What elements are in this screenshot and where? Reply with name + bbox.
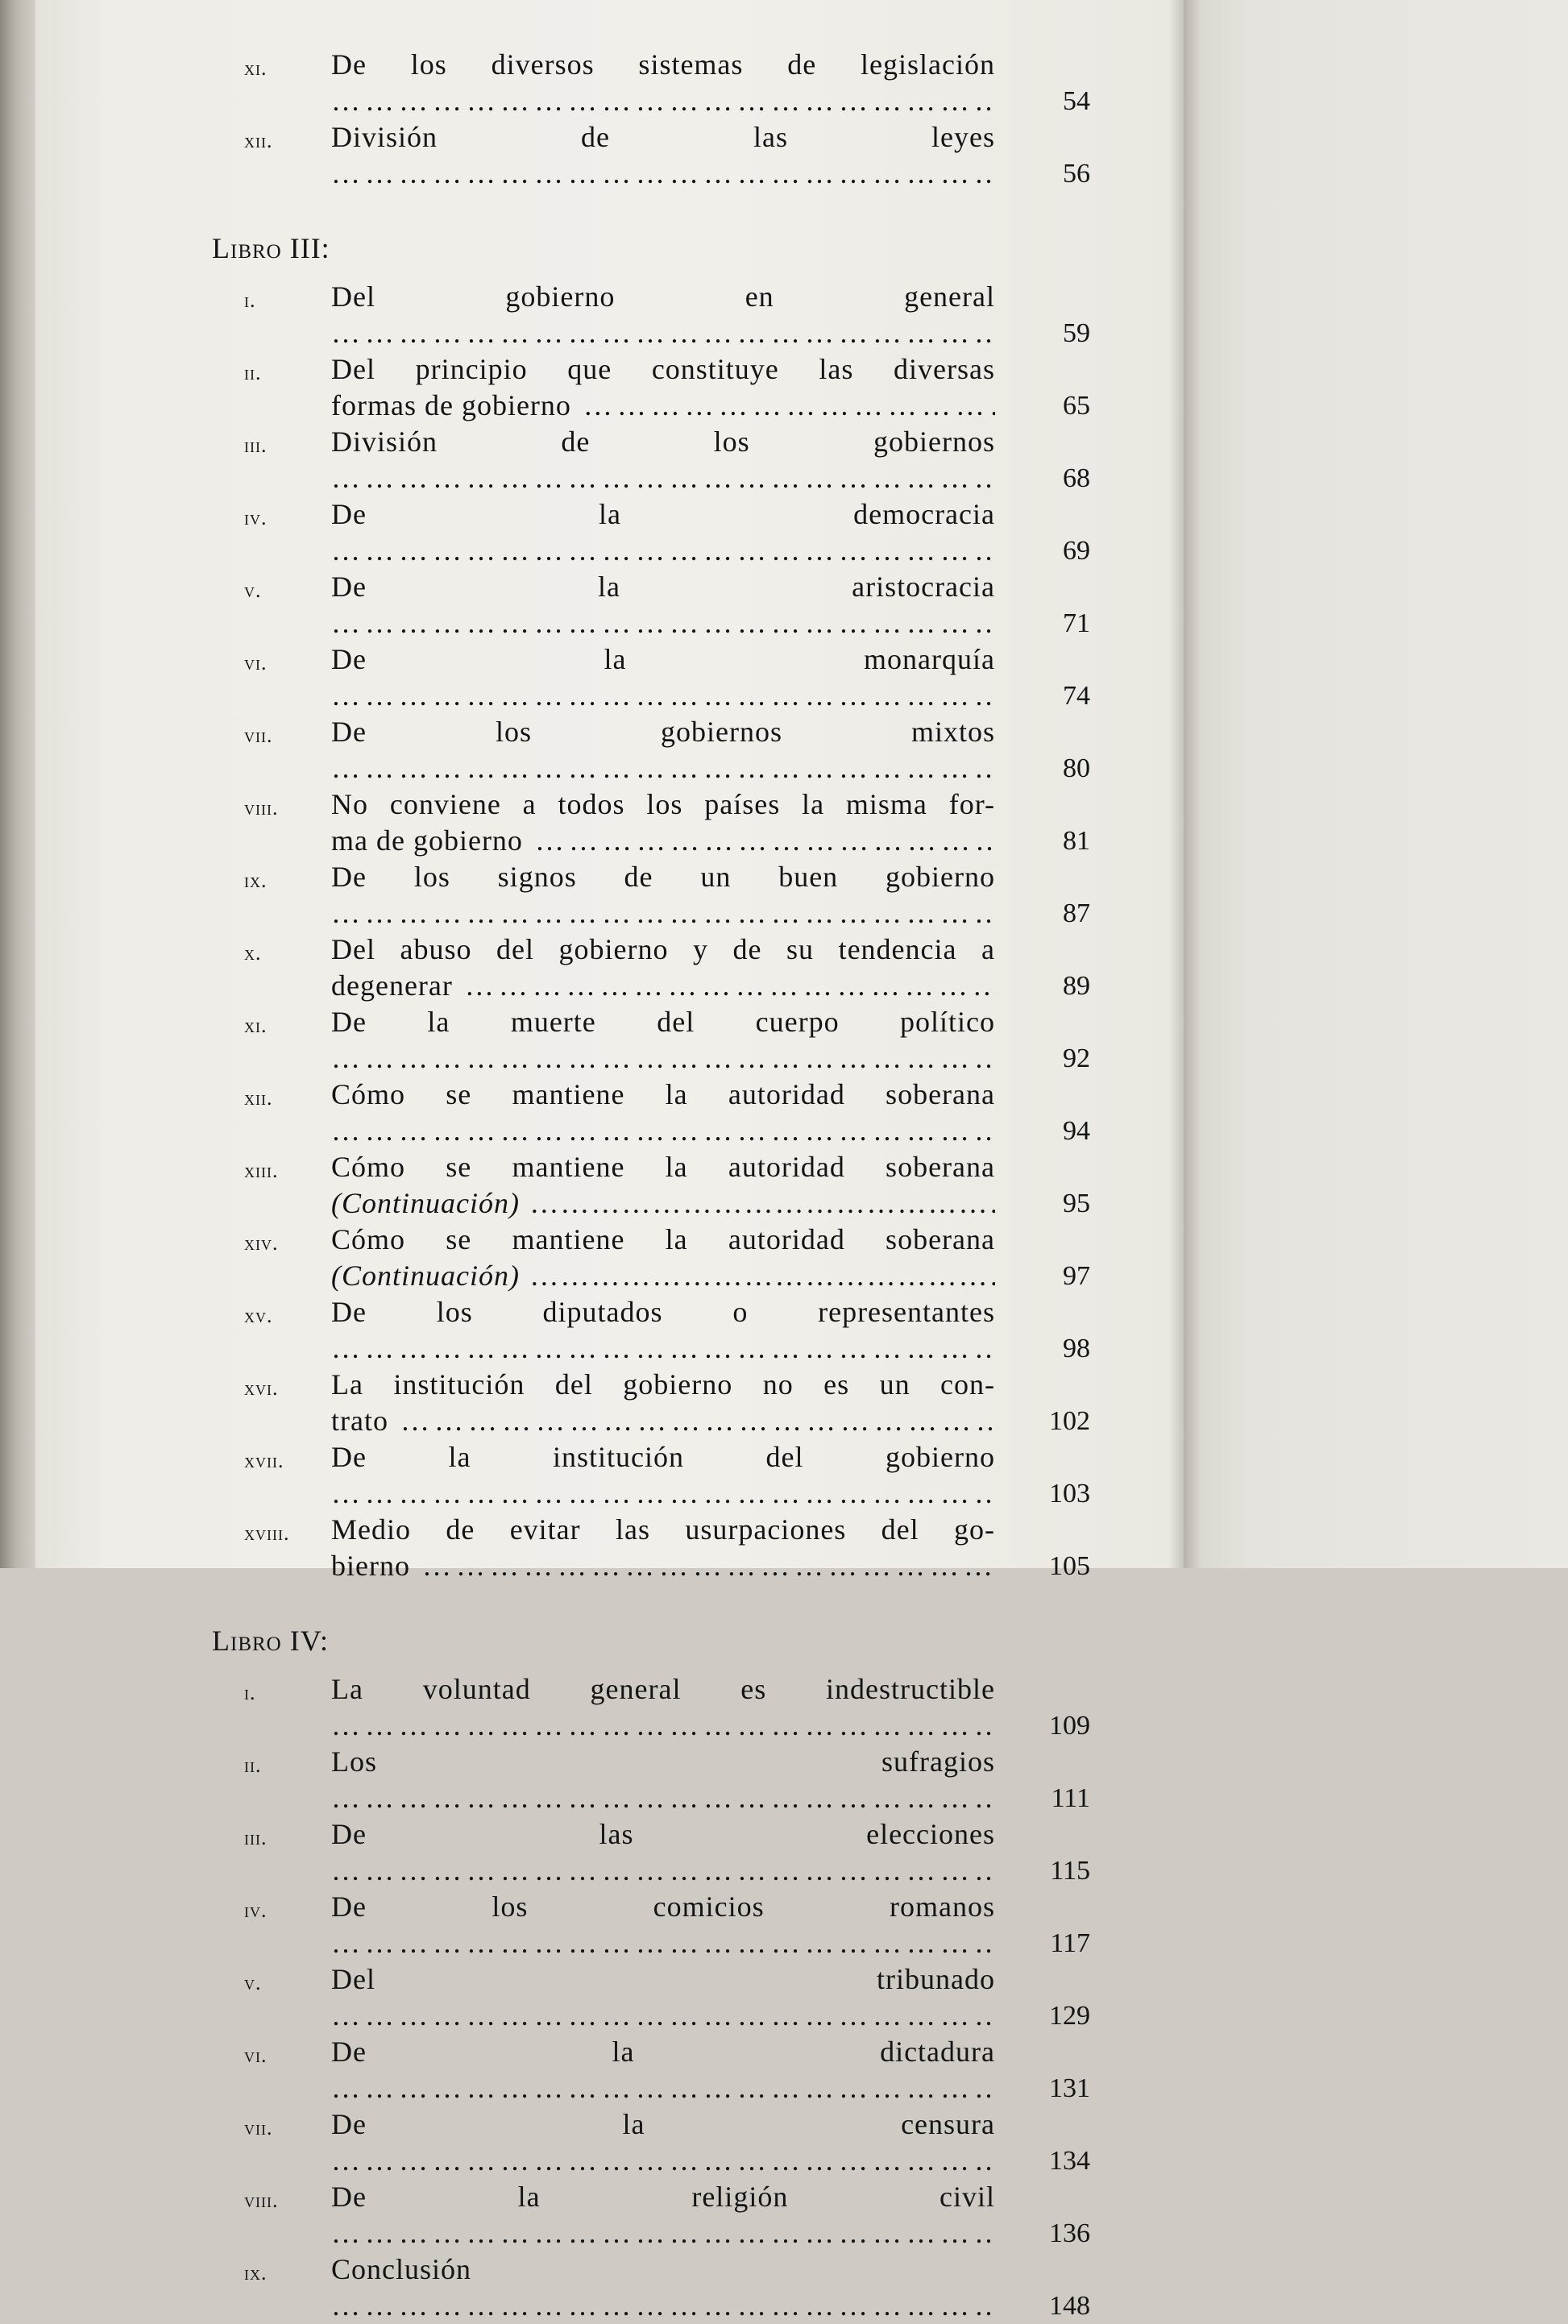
chapter-title — [331, 859, 995, 932]
toc-entry — [212, 1889, 1090, 1961]
page-number: 81 — [1063, 826, 1090, 856]
chapter-numeral: i. — [244, 1681, 256, 1704]
chapter-numeral: iii. — [244, 434, 268, 457]
toc-entry — [212, 786, 1090, 859]
chapter-title — [331, 1077, 995, 1149]
chapter-title-line: Conclusión — [331, 2253, 472, 2285]
page-number: 111 — [1051, 1783, 1090, 1813]
toc-entry — [212, 1077, 1090, 1149]
page-number: 115 — [1050, 1856, 1090, 1886]
chapter-numeral: vii. — [244, 2116, 273, 2139]
page-number: 98 — [1063, 1334, 1090, 1363]
chapter-title — [331, 2251, 995, 2324]
chapter-title-line: De las elecciones — [331, 1818, 995, 1850]
chapter-numeral: xviii. — [244, 1521, 290, 1545]
chapter-title — [331, 1671, 995, 1744]
chapter-numeral: ix. — [244, 869, 268, 892]
chapter-title-line: Cómo se mantiene la autoridad soberana — [331, 1078, 995, 1110]
chapter-title-line: De la monarquía — [331, 643, 995, 675]
chapter-title-line: Del gobierno en general — [331, 280, 995, 313]
toc-entry — [212, 1439, 1090, 1512]
chapter-title — [331, 119, 995, 192]
chapter-numeral: xiv. — [244, 1231, 279, 1255]
chapter-title-line: De la aristocracia — [331, 571, 995, 603]
page-number: 97 — [1063, 1261, 1090, 1291]
chapter-numeral: xiii. — [244, 1159, 279, 1182]
chapter-title-line: La voluntad general es indestructible — [331, 1673, 995, 1705]
toc-entry — [212, 859, 1090, 932]
toc-entry — [212, 496, 1090, 569]
chapter-title — [331, 2179, 995, 2251]
chapter-numeral: iv. — [244, 1899, 268, 1922]
toc-entry — [212, 2251, 1090, 2324]
chapter-title-line: De la democracia — [331, 498, 995, 530]
page-number: 80 — [1063, 753, 1090, 783]
chapter-title — [331, 1889, 995, 1961]
chapter-numeral: v. — [244, 1971, 262, 1994]
chapter-numeral: vi. — [244, 651, 268, 674]
toc-entry — [212, 1961, 1090, 2034]
chapter-numeral: xii. — [244, 1086, 273, 1110]
chapter-title — [331, 1439, 995, 1512]
page-number: 95 — [1063, 1189, 1090, 1218]
chapter-title — [331, 1512, 995, 1584]
chapter-title-line: ma de gobierno …………………………………………………… — [331, 823, 995, 859]
toc-entry — [212, 1367, 1090, 1439]
chapter-title — [331, 47, 995, 119]
page-number: 131 — [1049, 2073, 1090, 2103]
chapter-title-line: formas de gobierno …………………………………………………… — [331, 388, 995, 424]
chapter-title-line: Del principio que constituye las diversas — [331, 353, 995, 385]
chapter-title-line: De la dictadura — [331, 2036, 995, 2068]
chapter-title-line: De los gobiernos mixtos — [331, 716, 995, 748]
section-heading: Libro III: — [212, 232, 330, 264]
page-number: 68 — [1063, 463, 1090, 493]
chapter-title-line: De la religión civil — [331, 2181, 995, 2213]
chapter-numeral: v. — [244, 579, 262, 602]
chapter-title-line: De los diputados o representantes — [331, 1296, 995, 1328]
toc-entry — [212, 1149, 1090, 1222]
page-number: 105 — [1049, 1551, 1090, 1581]
page-number: 94 — [1063, 1116, 1090, 1146]
chapter-title-line: Cómo se mantiene la autoridad soberana — [331, 1151, 995, 1183]
chapter-title-line: bierno …………………………………………………… — [331, 1548, 995, 1584]
chapter-title — [331, 569, 995, 641]
page-number: 71 — [1063, 608, 1090, 638]
toc-entry — [212, 569, 1090, 641]
chapter-title-line: De los signos de un buen gobierno — [331, 861, 995, 893]
chapter-title — [331, 2106, 995, 2179]
page-number: 59 — [1063, 318, 1090, 348]
chapter-title-line: (Continuación) …………………………………………………… — [331, 1185, 995, 1222]
page-number: 136 — [1049, 2218, 1090, 2248]
toc-entry — [212, 1744, 1090, 1816]
page-number: 92 — [1063, 1044, 1090, 1073]
toc-entry — [212, 2106, 1090, 2179]
page-number: 89 — [1063, 971, 1090, 1001]
toc-entry — [212, 351, 1090, 424]
chapter-numeral: xi. — [244, 1014, 268, 1037]
chapter-title — [331, 932, 995, 1004]
toc-entry — [212, 1004, 1090, 1077]
chapter-numeral: x. — [244, 941, 262, 965]
page-number: 87 — [1063, 898, 1090, 928]
chapter-title-line: degenerar …………………………………………………… — [331, 968, 995, 1004]
chapter-title-line: (Continuación) …………………………………………………… — [331, 1258, 995, 1294]
chapter-title — [331, 279, 995, 351]
chapter-title — [331, 424, 995, 496]
chapter-title — [331, 1367, 995, 1439]
page-number: 117 — [1050, 1928, 1090, 1958]
chapter-numeral: iv. — [244, 506, 268, 529]
facing-page — [1184, 0, 1568, 1568]
chapter-numeral: xv. — [244, 1304, 273, 1327]
chapter-numeral: ii. — [244, 361, 262, 384]
chapter-numeral: vii. — [244, 724, 273, 747]
page-number: 65 — [1063, 391, 1090, 421]
chapter-title-line: Cómo se mantiene la autoridad soberana — [331, 1223, 995, 1255]
toc-entry — [212, 932, 1090, 1004]
chapter-numeral: ii. — [244, 1753, 262, 1777]
chapter-numeral: xi. — [244, 56, 268, 80]
chapter-title — [331, 351, 995, 424]
toc-entry — [212, 1512, 1090, 1584]
chapter-title-line: De la muerte del cuerpo político — [331, 1006, 995, 1038]
toc-entry — [212, 2034, 1090, 2106]
page-number: 109 — [1049, 1711, 1090, 1741]
chapter-title-line: La institución del gobierno no es un con- — [331, 1368, 995, 1401]
chapter-title-line: De los comicios romanos — [331, 1890, 995, 1923]
table-of-contents — [212, 47, 1090, 2324]
chapter-numeral: i. — [244, 288, 256, 312]
chapter-numeral: iii. — [244, 1826, 268, 1849]
chapter-numeral: viii. — [244, 2189, 279, 2212]
page-number: 103 — [1049, 1479, 1090, 1509]
page-number: 148 — [1049, 2291, 1090, 2321]
page-number: 56 — [1063, 159, 1090, 189]
chapter-title — [331, 786, 995, 859]
chapter-title — [331, 641, 995, 714]
chapter-title-line: De los diversos sistemas de legislación — [331, 48, 995, 81]
chapter-title — [331, 2034, 995, 2106]
toc-entry — [212, 1294, 1090, 1367]
chapter-title — [331, 1961, 995, 2034]
toc-entry — [212, 714, 1090, 786]
toc-entry — [212, 641, 1090, 714]
page-number: 54 — [1063, 86, 1090, 116]
toc-entry — [212, 1671, 1090, 1744]
chapter-title-line: Del tribunado — [331, 1963, 995, 1995]
chapter-title — [331, 1149, 995, 1222]
chapter-numeral: ix. — [244, 2261, 268, 2285]
chapter-title — [331, 1004, 995, 1077]
page-number: 69 — [1063, 536, 1090, 566]
chapter-title — [331, 1222, 995, 1294]
chapter-title-line: División de las leyes — [331, 121, 995, 153]
page-number: 74 — [1063, 681, 1090, 711]
chapter-title — [331, 1816, 995, 1889]
chapter-title — [331, 1744, 995, 1816]
page-number: 129 — [1049, 2001, 1090, 2031]
book-page-edge — [0, 0, 39, 1568]
chapter-numeral: xvii. — [244, 1449, 284, 1472]
page-number: 134 — [1049, 2146, 1090, 2176]
chapter-title-line: División de los gobiernos — [331, 425, 995, 458]
chapter-numeral: xvi. — [244, 1376, 279, 1400]
chapter-title — [331, 496, 995, 569]
section-heading: Libro IV: — [212, 1625, 330, 1657]
chapter-title-line: Los sufragios — [331, 1745, 995, 1778]
book-spine-shadow — [1168, 0, 1201, 1568]
chapter-numeral: xii. — [244, 129, 273, 152]
chapter-title-line: De la censura — [331, 2108, 995, 2140]
chapter-numeral: vi. — [244, 2044, 268, 2067]
toc-entry — [212, 1222, 1090, 1294]
toc-entry — [212, 1816, 1090, 1889]
chapter-title-line: trato …………………………………………………… — [331, 1403, 995, 1439]
chapter-title-line: No conviene a todos los países la misma for- — [331, 788, 995, 820]
chapter-numeral: viii. — [244, 796, 279, 820]
chapter-title-line: Del abuso del gobierno y de su tendencia a — [331, 933, 995, 965]
toc-entry — [212, 424, 1090, 496]
page-number: 102 — [1049, 1406, 1090, 1436]
toc-entry — [212, 47, 1090, 119]
chapter-title-line: Medio de evitar las usurpaciones del go- — [331, 1513, 995, 1546]
toc-entry — [212, 279, 1090, 351]
toc-entry — [212, 119, 1090, 192]
chapter-title — [331, 1294, 995, 1367]
toc-entry — [212, 2179, 1090, 2251]
chapter-title-line: De la institución del gobierno — [331, 1441, 995, 1473]
chapter-title — [331, 714, 995, 786]
